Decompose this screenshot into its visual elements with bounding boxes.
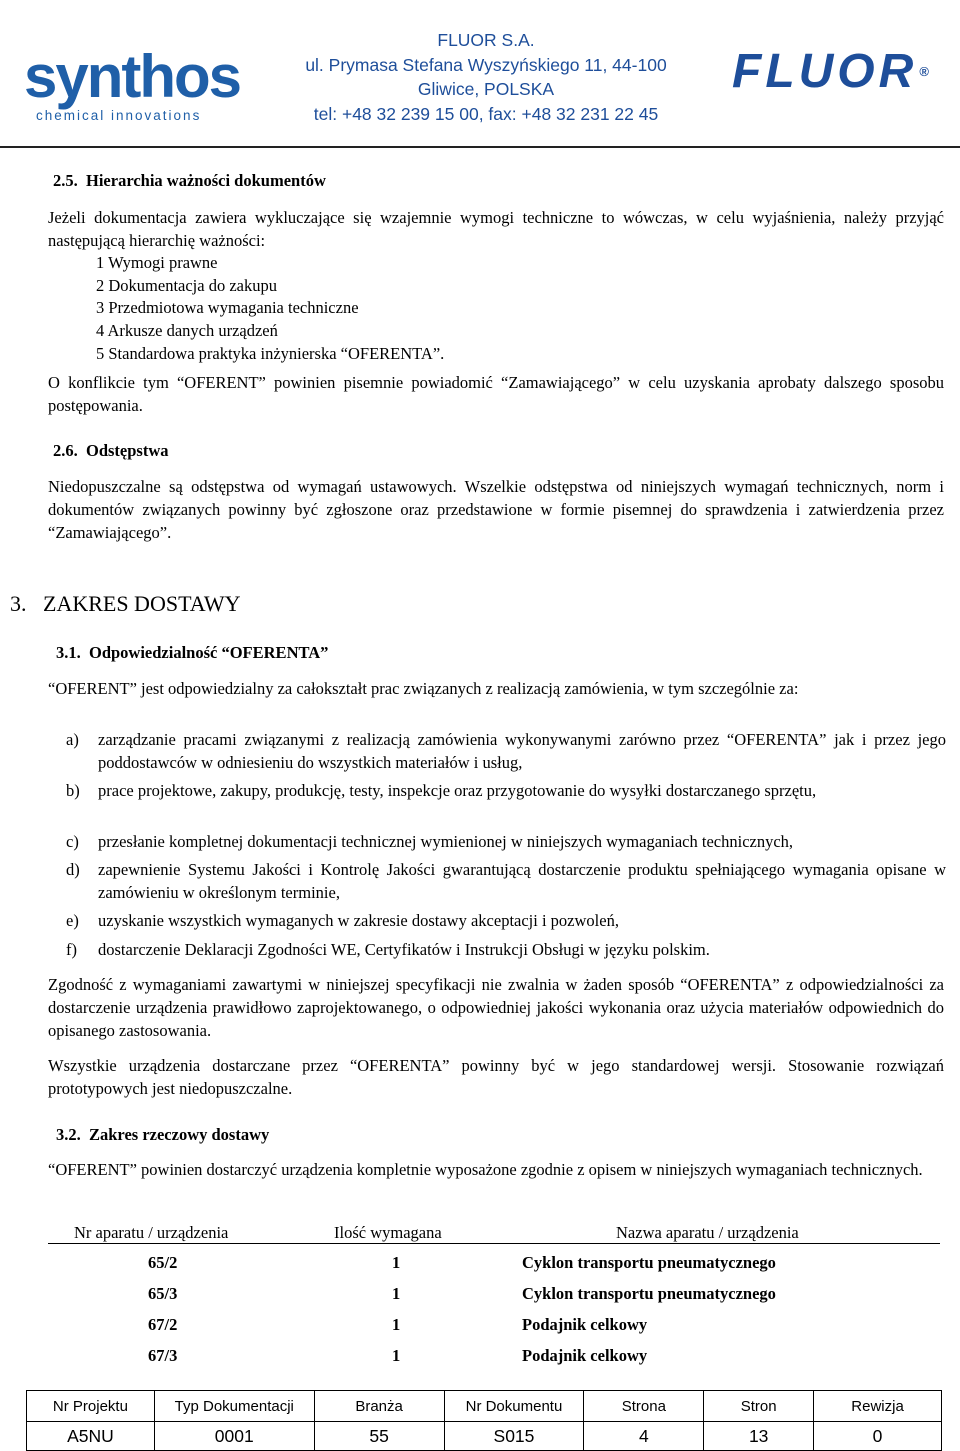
section-number: 3. (10, 591, 27, 616)
equipment-number: 67/3 (148, 1346, 178, 1365)
item-text: zarządzanie pracami związanymi z realizacją zamówienia wykonywanymi zarówno przez “OFERENTA” jak i przez jego poddostawców w odniesieniu do wszystkich materiałów i usług, (98, 730, 946, 772)
equipment-quantity: 1 (392, 1315, 401, 1334)
equipment-quantity: 1 (392, 1253, 401, 1272)
item-label: d) (66, 860, 80, 879)
item-text: dostarczenie Deklaracji Zgodności WE, Certyfikatów i Instrukcji Obsługi w języku polskim. (98, 940, 710, 959)
fluor-logo-word: FLUOR (732, 45, 918, 98)
company-name: FLUOR S.A. (437, 30, 535, 50)
document-footer-table (26, 1390, 942, 1451)
item-text: przesłanie kompletnej dokumentacji technicznej wymienionej w niniejszych wymaganiach technicznych, (98, 832, 794, 851)
item-label: b) (66, 781, 80, 800)
synthos-logo (24, 43, 241, 128)
table-row (27, 1422, 942, 1451)
section-2-5-heading (53, 170, 326, 192)
footer-doc-type: 0001 (154, 1422, 314, 1451)
section-title: Hierarchia ważności dokumentów (86, 171, 326, 190)
footer-header-discipline: Branża (314, 1391, 444, 1422)
equipment-header-name: Nazwa aparatu / urządzenia (616, 1223, 799, 1242)
item-label: e) (66, 911, 79, 930)
equipment-quantity: 1 (392, 1346, 401, 1365)
hierarchy-item: 4 Arkusze danych urządzeń (96, 321, 278, 340)
fluor-logo (732, 46, 929, 98)
section-2-5-intro: Jeżeli dokumentacja zawiera wykluczające się wzajemnie wymogi techniczne to wówczas, w celu wyjaśnienia, należy przyjąć następującą hierarchię ważności: (48, 208, 944, 250)
company-contact: tel: +48 32 239 15 00, fax: +48 32 231 22 45 (313, 103, 659, 124)
standard-version-paragraph: Wszystkie urządzenia dostarczane przez “OFERENTA” powinny być w jego standardowej wersji. Stosowanie rozwiązań prototypowych jest niedopuszczalne. (48, 1056, 944, 1098)
equipment-header-number: Nr aparatu / urządzenia (74, 1223, 229, 1242)
footer-header-doc-number: Nr Dokumentu (444, 1391, 584, 1422)
deviations-paragraph: Niedopuszczalne są odstępstwa od wymagań ustawowych. Wszelkie odstępstwa od niniejszych wymagań technicznych, norm i dokumentów związanych powinny być zgłoszone oraz przedstawione w formie pisemnej do sprawdzenia i zatwierdzenia przez “Zamawiającego”. (48, 477, 944, 542)
item-label: f) (66, 940, 77, 959)
section-number: 2.6. (53, 441, 78, 460)
section-number: 3.1. (56, 643, 81, 662)
item-text: prace projektowe, zakupy, produkcję, testy, inspekcje oraz przygotowanie do wysyłki dostarczanego sprzętu, (98, 781, 817, 800)
hierarchy-item: 2 Dokumentacja do zakupu (96, 276, 277, 295)
item-label: a) (66, 730, 79, 749)
footer-header-revision: Rewizja (814, 1391, 942, 1422)
equipment-header-quantity: Ilość wymagana (334, 1223, 442, 1242)
section-3-2-heading (56, 1124, 269, 1146)
footer-header-page: Strona (584, 1391, 704, 1422)
company-city: Gliwice, POLSKA (417, 79, 555, 99)
footer-project: A5NU (27, 1422, 155, 1451)
footer-header-doc-type: Typ Dokumentacji (154, 1391, 314, 1422)
section-title: ZAKRES DOSTAWY (43, 591, 241, 616)
section-number: 3.2. (56, 1125, 81, 1144)
equipment-name: Cyklon transportu pneumatycznego (522, 1284, 776, 1303)
equipment-number: 65/2 (148, 1253, 178, 1272)
footer-header-project: Nr Projektu (27, 1391, 155, 1422)
equipment-number: 67/2 (148, 1315, 178, 1334)
synthos-logo-tagline: chemical innovations (36, 108, 202, 123)
table-row (27, 1391, 942, 1422)
equipment-number: 65/3 (148, 1284, 178, 1303)
footer-pages: 13 (704, 1422, 814, 1451)
footer-page: 4 (584, 1422, 704, 1451)
item-text: uzyskanie wszystkich wymaganych w zakresie dostawy akceptacji i pozwoleń, (98, 911, 619, 930)
section-3-1-heading (56, 642, 328, 664)
footer-discipline: 55 (314, 1422, 444, 1451)
equipment-header-rule (48, 1243, 940, 1244)
synthos-logo-word: synthos (24, 43, 241, 110)
equipment-quantity: 1 (392, 1284, 401, 1303)
scope-paragraph: “OFERENT” powinien dostarczyć urządzenia kompletnie wyposażone zgodnie z opisem w niniejszych wymaganiach technicznych. (48, 1160, 923, 1179)
company-street: ul. Prymasa Stefana Wyszyńskiego 11, 44-100 (305, 54, 667, 75)
footer-revision: 0 (814, 1422, 942, 1451)
conformity-paragraph: Zgodność z wymaganiami zawartymi w niniejszej specyfikacji nie zwalnia w żaden sposób “OFERENTA” z odpowiedzialności za dostarczenie urządzenia prawidłowo zaprojektowanego, o odpowiedniej jakości wykonania oraz użycia materiałów odpowiednich do opisanego zastosowania. (48, 975, 944, 1040)
equipment-name: Podajnik celkowy (522, 1315, 648, 1334)
equipment-name: Podajnik celkowy (522, 1346, 648, 1365)
company-address-block (256, 28, 716, 126)
equipment-name: Cyklon transportu pneumatycznego (522, 1253, 776, 1272)
section-number: 2.5. (53, 171, 78, 190)
footer-doc-number: S015 (444, 1422, 584, 1451)
section-title: Zakres rzeczowy dostawy (89, 1125, 270, 1144)
section-2-6-heading (53, 440, 169, 462)
section-title: Odstępstwa (86, 441, 169, 460)
page-header (0, 0, 960, 148)
conflict-paragraph: O konflikcie tym “OFERENT” powinien pisemnie powiadomić “Zamawiającego” w celu uzyskania aprobaty dalszego sposobu postępowania. (48, 373, 944, 415)
hierarchy-item: 3 Przedmiotowa wymagania techniczne (96, 298, 359, 317)
section-title: Odpowiedzialność “OFERENTA” (89, 643, 329, 662)
item-label: c) (66, 832, 79, 851)
hierarchy-item: 1 Wymogi prawne (96, 253, 218, 272)
hierarchy-item: 5 Standardowa praktyka inżynierska “OFERENTA”. (96, 344, 445, 363)
item-text: zapewnienie Systemu Jakości i Kontrolę Jakości gwarantującą dostarczenie produktu spełniającego wymagania opisane w zamówieniu w określonym terminie, (98, 860, 946, 902)
registered-mark: ® (919, 64, 929, 79)
responsibility-intro: “OFERENT” jest odpowiedzialny za całokształt prac związanych z realizacją zamówienia, w tym szczególnie za: (48, 679, 799, 698)
section-3-heading (10, 591, 241, 617)
footer-header-pages: Stron (704, 1391, 814, 1422)
